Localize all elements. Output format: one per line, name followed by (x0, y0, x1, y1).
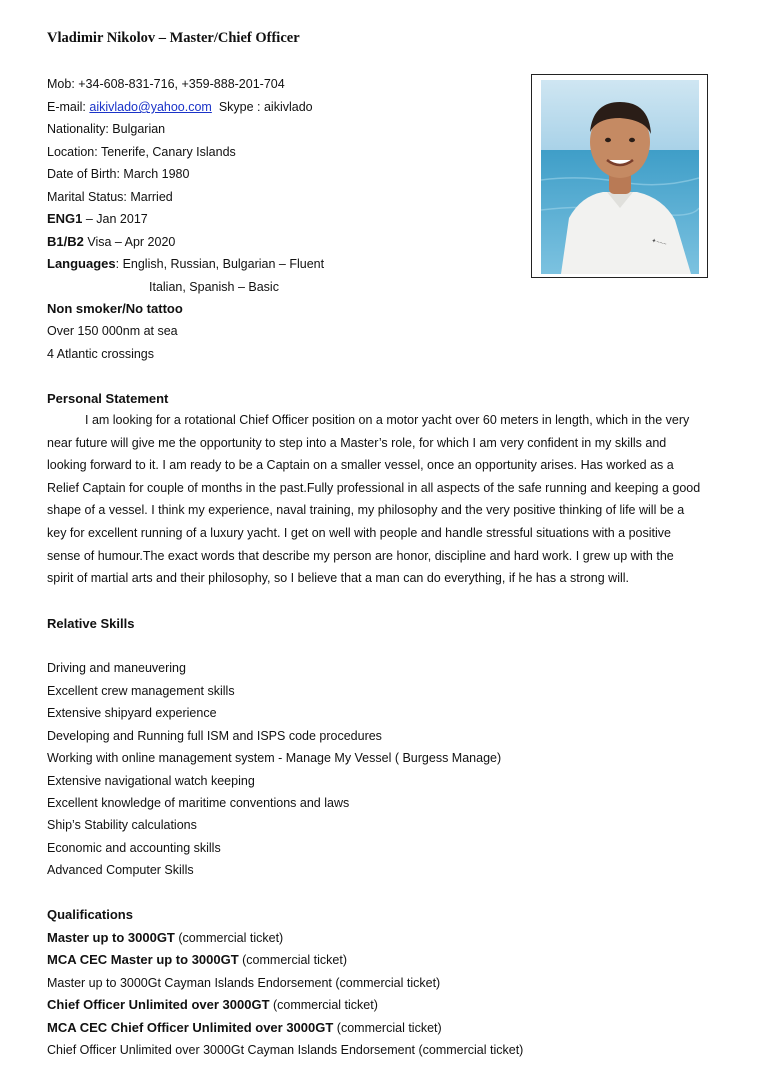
qualification-item (47, 997, 378, 1013)
qualification-note: Master up to 3000Gt Cayman Islands Endorsement (commercial ticket) (47, 976, 441, 990)
statement-line: sense of humour.The exact words that describe my person are honor, discipline and hard work. I grew up with the (47, 548, 674, 563)
skill-item: Economic and accounting skills (47, 841, 221, 855)
visa-line (47, 234, 175, 250)
skill-item: Working with online management system - Manage My Vessel ( Burgess Manage) (47, 751, 502, 765)
qualification-note: (commercial ticket) (333, 1021, 442, 1035)
statement-line: spirit of martial arts and their philosophy, so I believe that a man can do everything, if he has a strong will. (47, 571, 630, 586)
qualification-item (47, 1042, 523, 1058)
statement-line: I am looking for a rotational Chief Officer position on a motor yacht over 60 meters in length, which in the very (85, 413, 690, 427)
email-label: E-mail: (47, 100, 90, 114)
qualification-note: (commercial ticket) (238, 953, 348, 967)
svg-text:✦~~~: ✦~~~ (650, 238, 668, 248)
visa-value: Visa – Apr 2020 (83, 235, 176, 249)
qualification-item (47, 1020, 442, 1036)
marital-line: Marital Status: Married (47, 190, 173, 204)
visa-label: B1/B2 (47, 234, 84, 249)
skill-item: Excellent crew management skills (47, 684, 235, 698)
skill-item: Advanced Computer Skills (47, 863, 194, 877)
crossings-line: 4 Atlantic crossings (47, 347, 154, 361)
email-line (47, 99, 313, 115)
eng1-value: – Jan 2017 (82, 212, 148, 226)
statement-line: shape of a vessel. I think my experience, naval training, my philosophy and the very positive thinking of life will be a (47, 503, 685, 518)
statement-line: key for excellent running of a luxury yacht. I get on well with people and handle stressful situations with a positive (47, 525, 671, 540)
skype-text: Skype : aikivlado (218, 100, 313, 114)
languages-line (47, 256, 324, 272)
nationality-line: Nationality: Bulgarian (47, 122, 166, 136)
skill-item: Extensive shipyard experience (47, 706, 217, 720)
sea-miles-line: Over 150 000nm at sea (47, 324, 178, 338)
personal-statement-text (47, 409, 721, 590)
qualification-note: Chief Officer Unlimited over 3000Gt Cayman Islands Endorsement (commercial ticket) (47, 1043, 524, 1057)
eng1-label: ENG1 (47, 211, 83, 226)
languages-fluent: : English, Russian, Bulgarian – Fluent (115, 257, 325, 271)
qualification-item (47, 930, 283, 946)
personal-statement-heading: Personal Statement (47, 391, 169, 406)
skill-item: Ship’s Stability calculations (47, 818, 197, 832)
location-line: Location: Tenerife, Canary Islands (47, 145, 236, 159)
skill-item: Excellent knowledge of maritime conventions and laws (47, 796, 350, 810)
languages-label: Languages (47, 256, 116, 271)
statement-line: looking forward to it. I am ready to be a Captain on a smaller vessel, once an opportunity arises. Has worked as a (47, 458, 674, 473)
dob-line: Date of Birth: March 1980 (47, 167, 190, 181)
qualification-title: Master up to 3000GT (47, 930, 175, 945)
skill-item: Developing and Running full ISM and ISPS code procedures (47, 729, 382, 743)
qualification-note: (commercial ticket) (269, 998, 378, 1012)
qualification-title: MCA CEC Chief Officer Unlimited over 3000GT (47, 1020, 334, 1035)
email-link[interactable]: aikivlado@yahoo.com (89, 100, 212, 114)
qualification-item (47, 952, 347, 968)
qualification-title: Chief Officer Unlimited over 3000GT (47, 997, 270, 1012)
qualification-title: MCA CEC Master up to 3000GT (47, 952, 239, 967)
eng1-line (47, 211, 148, 227)
mobile-line: Mob: +34-608-831-716, +359-888-201-704 (47, 77, 285, 91)
languages-basic: Italian, Spanish – Basic (149, 280, 279, 294)
qualifications-heading: Qualifications (47, 907, 133, 922)
skill-item: Driving and maneuvering (47, 661, 186, 675)
skill-item: Extensive navigational watch keeping (47, 774, 255, 788)
profile-photo (541, 80, 699, 274)
page-title: Vladimir Nikolov – Master/Chief Officer (47, 30, 300, 46)
statement-line: near future will give me the opportunity to step into a Master’s role, for which I am very confident in my skills and (47, 435, 667, 450)
nonsmoker-line: Non smoker/No tattoo (47, 301, 183, 316)
qualification-note: (commercial ticket) (174, 931, 284, 945)
statement-line: Relief Captain for couple of months in the past.Fully professional in all aspects of the safe running and keeping a good (47, 480, 701, 495)
qualification-item (47, 975, 440, 991)
skills-heading: Relative Skills (47, 616, 135, 631)
profile-photo-frame (531, 74, 708, 278)
